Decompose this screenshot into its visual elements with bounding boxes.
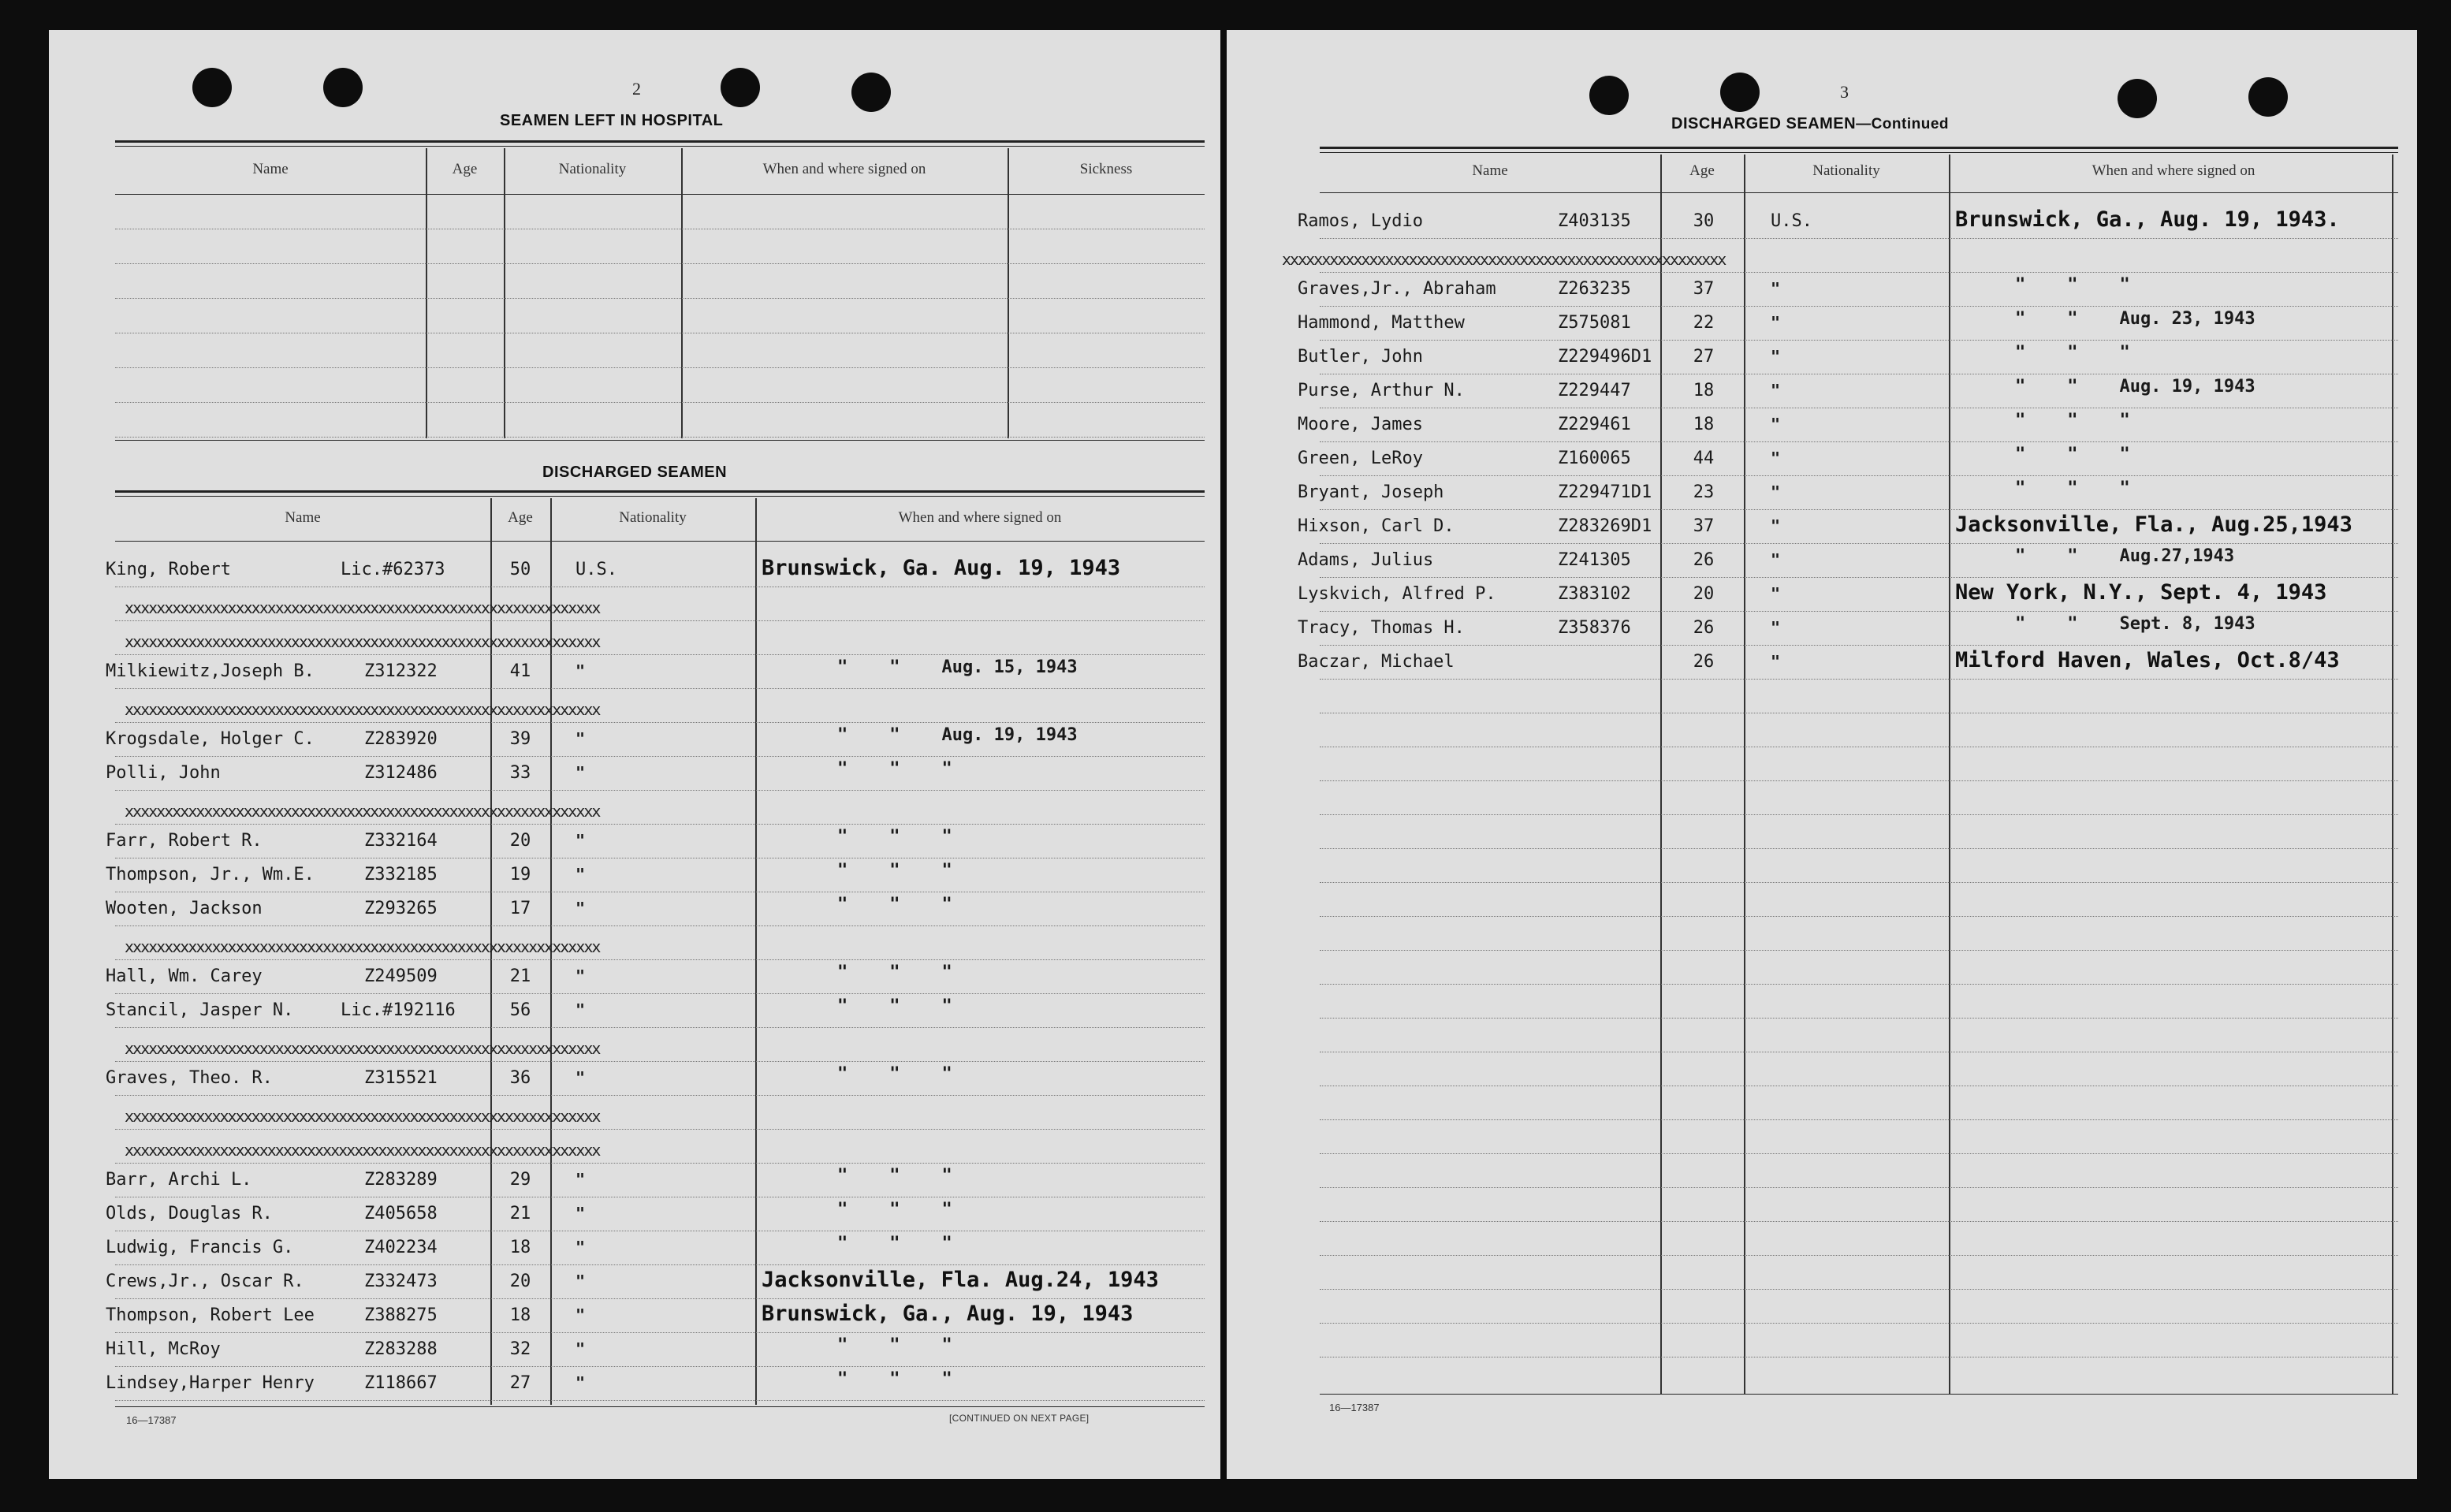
row-line xyxy=(115,1332,1205,1333)
struck-out-row: xxxxxxxxxxxxxxxxxxxxxxxxxxxxxxxxxxxxxxxxxxxxxxxxxxxxxxxxxxxx xyxy=(125,937,600,955)
age: 56 xyxy=(509,1000,531,1020)
age: 23 xyxy=(1693,482,1715,502)
column-header: Name xyxy=(285,509,321,526)
age: 30 xyxy=(1693,211,1715,231)
nationality: " xyxy=(1771,652,1781,671)
signed-on: New York, N.Y., Sept. 4, 1943 xyxy=(1955,580,2327,605)
age: 18 xyxy=(1693,381,1715,400)
signed-on: " " " xyxy=(837,963,952,982)
row-line xyxy=(1320,848,2398,849)
row-line xyxy=(1320,882,2398,883)
row-line xyxy=(115,756,1205,757)
row-line xyxy=(1320,1221,2398,1222)
seaman-name: Olds, Douglas R. xyxy=(106,1204,273,1223)
rule xyxy=(115,140,1205,143)
seaman-name: Hixson, Carl D. xyxy=(1298,516,1455,536)
row-line xyxy=(1320,543,2398,544)
seaman-name: Crews,Jr., Oscar R. xyxy=(106,1272,304,1291)
nationality: U.S. xyxy=(576,560,617,579)
age: 17 xyxy=(509,899,531,918)
nationality: " xyxy=(576,1238,586,1257)
age: 20 xyxy=(509,831,531,851)
rule xyxy=(115,541,1205,542)
row-line xyxy=(115,263,1205,264)
discharge-number: Z575081 xyxy=(1558,313,1631,333)
age: 26 xyxy=(1693,618,1715,638)
row-line xyxy=(1320,340,2398,341)
column-header: Name xyxy=(252,161,289,177)
column-header: Age xyxy=(452,161,478,177)
rule xyxy=(1320,147,2398,149)
row-line xyxy=(1320,577,2398,578)
row-line xyxy=(1320,238,2398,239)
rule xyxy=(1320,152,2398,153)
row-line xyxy=(1320,1187,2398,1188)
punch-hole xyxy=(1720,73,1760,112)
row-line xyxy=(115,925,1205,926)
discharge-number: Z332164 xyxy=(364,831,438,851)
row-line xyxy=(1320,306,2398,307)
row-line xyxy=(1320,984,2398,985)
discharge-number: Z241305 xyxy=(1558,550,1631,570)
signed-on: " " Aug. 15, 1943 xyxy=(837,657,1078,677)
rule xyxy=(115,440,1205,441)
row-line xyxy=(115,620,1205,621)
age: 26 xyxy=(1693,652,1715,672)
discharge-number: Z405658 xyxy=(364,1204,438,1223)
seaman-name: Lyskvich, Alfred P. xyxy=(1298,584,1496,604)
seaman-name: Butler, John xyxy=(1298,347,1423,367)
form-number: 16—17387 xyxy=(1329,1402,1380,1413)
discharge-number: Z403135 xyxy=(1558,211,1631,231)
seaman-name: Hill, McRoy xyxy=(106,1339,221,1359)
row-line xyxy=(1320,1255,2398,1256)
signed-on: " " " xyxy=(837,1335,952,1355)
signed-on: " " " xyxy=(837,895,952,914)
seaman-name: Farr, Robert R. xyxy=(106,831,263,851)
row-line xyxy=(1320,1289,2398,1290)
nationality: " xyxy=(576,1170,586,1189)
row-line xyxy=(1320,1018,2398,1019)
discharged-continued-title xyxy=(1671,115,1949,133)
discharged-title: DISCHARGED SEAMEN xyxy=(542,464,728,481)
discharge-number: Z383102 xyxy=(1558,584,1631,604)
nationality: " xyxy=(576,729,586,748)
column-divider xyxy=(1008,148,1009,438)
punch-hole xyxy=(2118,79,2157,118)
seaman-name: Polli, John xyxy=(106,763,221,783)
row-line xyxy=(115,993,1205,994)
discharge-number: Z229447 xyxy=(1558,381,1631,400)
age: 21 xyxy=(509,1204,531,1223)
struck-out-row: xxxxxxxxxxxxxxxxxxxxxxxxxxxxxxxxxxxxxxxxxxxxxxxxxxxxxxxxxxxx xyxy=(125,1039,600,1056)
seaman-name: Hall, Wm. Carey xyxy=(106,966,263,986)
nationality: " xyxy=(1771,482,1781,501)
seaman-name: Ramos, Lydio xyxy=(1298,211,1423,231)
signed-on: Brunswick, Ga., Aug. 19, 1943. xyxy=(1955,207,2340,232)
struck-out-row: xxxxxxxxxxxxxxxxxxxxxxxxxxxxxxxxxxxxxxxxxxxxxxxxxxxxxxxxxxxx xyxy=(125,802,600,819)
row-line xyxy=(115,654,1205,655)
struck-out-row: xxxxxxxxxxxxxxxxxxxxxxxxxxxxxxxxxxxxxxxxxxxxxxxxxxxxxxxxxxxx xyxy=(125,700,600,717)
discharge-number: Lic.#62373 xyxy=(341,560,445,579)
seaman-name: Ludwig, Francis G. xyxy=(106,1238,294,1257)
discharge-number: Z293265 xyxy=(364,899,438,918)
nationality: " xyxy=(1771,279,1781,298)
discharge-number: Z283920 xyxy=(364,729,438,749)
row-line xyxy=(115,1264,1205,1265)
rule xyxy=(115,1406,1205,1407)
column-header: Age xyxy=(508,509,533,526)
age: 39 xyxy=(509,729,531,749)
age: 18 xyxy=(509,1305,531,1325)
rule xyxy=(1320,192,2398,193)
punch-hole xyxy=(721,68,760,107)
page-number: 2 xyxy=(632,79,641,99)
row-line xyxy=(1320,475,2398,476)
age: 26 xyxy=(1693,550,1715,570)
age: 22 xyxy=(1693,313,1715,333)
column-header: Age xyxy=(1689,162,1715,179)
nationality: " xyxy=(576,763,586,782)
row-line xyxy=(1320,679,2398,680)
seaman-name: Graves,Jr., Abraham xyxy=(1298,279,1496,299)
age: 50 xyxy=(509,560,531,579)
punch-hole xyxy=(2248,77,2288,117)
row-line xyxy=(115,1400,1205,1401)
age: 20 xyxy=(1693,584,1715,604)
signed-on: Brunswick, Ga. Aug. 19, 1943 xyxy=(762,556,1121,580)
column-header: Nationality xyxy=(619,509,687,526)
nationality: " xyxy=(576,1000,586,1019)
signed-on: Jacksonville, Fla. Aug.24, 1943 xyxy=(762,1268,1159,1292)
nationality: " xyxy=(1771,550,1781,569)
seaman-name: Thompson, Robert Lee xyxy=(106,1305,315,1325)
punch-hole xyxy=(851,73,891,112)
row-line xyxy=(115,1095,1205,1096)
row-line xyxy=(115,688,1205,689)
signed-on: " " " xyxy=(837,827,952,847)
nationality: " xyxy=(1771,347,1781,366)
page-number: 3 xyxy=(1840,82,1849,102)
age: 27 xyxy=(509,1373,531,1393)
row-line xyxy=(1320,272,2398,273)
discharge-number: Z283269D1 xyxy=(1558,516,1652,536)
seaman-name: Wooten, Jackson xyxy=(106,899,263,918)
nationality: " xyxy=(1771,415,1781,434)
age: 32 xyxy=(509,1339,531,1359)
row-line xyxy=(115,959,1205,960)
discharge-number: Z229496D1 xyxy=(1558,347,1652,367)
age: 37 xyxy=(1693,516,1715,536)
discharge-number: Z229461 xyxy=(1558,415,1631,434)
signed-on: " " " xyxy=(837,1369,952,1389)
row-line xyxy=(1320,950,2398,951)
column-header: When and where signed on xyxy=(2092,162,2255,179)
row-line xyxy=(115,298,1205,299)
discharge-number: Z118667 xyxy=(364,1373,438,1393)
struck-out-row: xxxxxxxxxxxxxxxxxxxxxxxxxxxxxxxxxxxxxxxxxxxxxxxxxxxxxxxxxxxx xyxy=(125,1141,600,1158)
signed-on: " " " xyxy=(837,1064,952,1084)
signed-on: " " Sept. 8, 1943 xyxy=(2015,614,2255,634)
row-line xyxy=(115,1027,1205,1028)
seaman-name: Hammond, Matthew xyxy=(1298,313,1465,333)
signed-on: " " " xyxy=(837,996,952,1016)
signed-on: " " Aug.27,1943 xyxy=(2015,546,2235,566)
form-number: 16—17387 xyxy=(126,1414,177,1426)
column-divider xyxy=(681,148,683,438)
column-header: Name xyxy=(1472,162,1508,179)
rule xyxy=(115,194,1205,195)
nationality: " xyxy=(576,899,586,918)
struck-out-row: xxxxxxxxxxxxxxxxxxxxxxxxxxxxxxxxxxxxxxxxxxxxxxxxxxxxxxxx xyxy=(1282,250,1726,267)
nationality: " xyxy=(576,1272,586,1290)
seaman-name: Tracy, Thomas H. xyxy=(1298,618,1465,638)
column-header: Nationality xyxy=(558,161,627,177)
seaman-name: Krogsdale, Holger C. xyxy=(106,729,315,749)
discharge-number: Z402234 xyxy=(364,1238,438,1257)
struck-out-row: xxxxxxxxxxxxxxxxxxxxxxxxxxxxxxxxxxxxxxxxxxxxxxxxxxxxxxxxxxxx xyxy=(125,598,600,616)
row-line xyxy=(115,1163,1205,1164)
nationality: " xyxy=(576,1339,586,1358)
signed-on: Jacksonville, Fla., Aug.25,1943 xyxy=(1955,512,2352,537)
discharge-number: Z283288 xyxy=(364,1339,438,1359)
nationality: " xyxy=(576,966,586,985)
signed-on: Brunswick, Ga., Aug. 19, 1943 xyxy=(762,1302,1134,1326)
seaman-name: Adams, Julius xyxy=(1298,550,1434,570)
discharge-number: Z249509 xyxy=(364,966,438,986)
continued-note: [CONTINUED ON NEXT PAGE] xyxy=(949,1413,1090,1424)
signed-on: " " Aug. 23, 1943 xyxy=(2015,309,2255,329)
column-divider xyxy=(426,148,427,438)
age: 18 xyxy=(509,1238,531,1257)
age: 41 xyxy=(509,661,531,681)
column-header: Sickness xyxy=(1079,161,1133,177)
age: 44 xyxy=(1693,449,1715,468)
signed-on: " " " xyxy=(837,1166,952,1186)
row-line xyxy=(1320,916,2398,917)
row-line xyxy=(1320,780,2398,781)
signed-on: " " " xyxy=(2015,275,2130,295)
age: 20 xyxy=(509,1272,531,1291)
nationality: " xyxy=(576,661,586,680)
hospital-title: SEAMEN LEFT IN HOSPITAL xyxy=(500,112,724,129)
column-header: Nationality xyxy=(1812,162,1880,179)
row-line xyxy=(1320,1119,2398,1120)
nationality: " xyxy=(576,1373,586,1392)
row-line xyxy=(115,1298,1205,1299)
rule xyxy=(115,490,1205,493)
seaman-name: Bryant, Joseph xyxy=(1298,482,1444,502)
age: 36 xyxy=(509,1068,531,1088)
nationality: " xyxy=(1771,313,1781,332)
row-line xyxy=(115,437,1205,438)
row-line xyxy=(115,790,1205,791)
right-page xyxy=(1227,30,2417,1479)
seaman-name: Graves, Theo. R. xyxy=(106,1068,273,1088)
seaman-name: Thompson, Jr., Wm.E. xyxy=(106,865,315,884)
age: 27 xyxy=(1693,347,1715,367)
discharge-number: Lic.#192116 xyxy=(341,1000,456,1020)
nationality: " xyxy=(576,1204,586,1223)
signed-on: " " " xyxy=(837,759,952,779)
title-text: DISCHARGED SEAMEN xyxy=(1671,115,1857,132)
discharge-number: Z332185 xyxy=(364,865,438,884)
row-line xyxy=(115,1129,1205,1130)
nationality: " xyxy=(1771,618,1781,637)
discharge-number: Z229471D1 xyxy=(1558,482,1652,502)
seaman-name: Green, LeRoy xyxy=(1298,449,1423,468)
nationality: " xyxy=(576,1305,586,1324)
left-page xyxy=(49,30,1220,1479)
signed-on: Milford Haven, Wales, Oct.8/43 xyxy=(1955,648,2340,672)
signed-on: " " " xyxy=(837,1234,952,1253)
seaman-name: King, Robert xyxy=(106,560,231,579)
discharge-number: Z263235 xyxy=(1558,279,1631,299)
punch-hole xyxy=(192,68,232,107)
seaman-name: Stancil, Jasper N. xyxy=(106,1000,294,1020)
seaman-name: Purse, Arthur N. xyxy=(1298,381,1465,400)
rule xyxy=(115,496,1205,497)
nationality: " xyxy=(1771,516,1781,535)
row-line xyxy=(115,367,1205,368)
row-line xyxy=(115,402,1205,403)
column-header: When and where signed on xyxy=(898,509,1062,526)
signed-on: " " " xyxy=(837,1200,952,1220)
age: 37 xyxy=(1693,279,1715,299)
seaman-name: Lindsey,Harper Henry xyxy=(106,1373,315,1393)
discharge-number: Z283289 xyxy=(364,1170,438,1190)
row-line xyxy=(1320,1153,2398,1154)
signed-on: " " " xyxy=(2015,343,2130,363)
discharge-number: Z312322 xyxy=(364,661,438,681)
signed-on: " " Aug. 19, 1943 xyxy=(2015,377,2255,397)
nationality: " xyxy=(576,865,586,884)
age: 29 xyxy=(509,1170,531,1190)
row-line xyxy=(1320,611,2398,612)
seaman-name: Milkiewitz,Joseph B. xyxy=(106,661,315,681)
discharge-number: Z358376 xyxy=(1558,618,1631,638)
signed-on: " " " xyxy=(2015,445,2130,464)
discharge-number: Z388275 xyxy=(364,1305,438,1325)
discharge-number: Z160065 xyxy=(1558,449,1631,468)
row-line xyxy=(1320,814,2398,815)
seaman-name: Barr, Archi L. xyxy=(106,1170,252,1190)
row-line xyxy=(1320,645,2398,646)
discharge-number: Z332473 xyxy=(364,1272,438,1291)
discharge-number: Z312486 xyxy=(364,763,438,783)
struck-out-row: xxxxxxxxxxxxxxxxxxxxxxxxxxxxxxxxxxxxxxxxxxxxxxxxxxxxxxxxxxxx xyxy=(125,632,600,650)
column-divider xyxy=(755,498,757,1405)
row-line xyxy=(1320,509,2398,510)
rule xyxy=(1320,1394,2398,1395)
rule xyxy=(115,146,1205,147)
row-line xyxy=(115,1061,1205,1062)
nationality: " xyxy=(576,1068,586,1087)
row-line xyxy=(1320,1323,2398,1324)
signed-on: " " " xyxy=(2015,411,2130,430)
struck-out-row: xxxxxxxxxxxxxxxxxxxxxxxxxxxxxxxxxxxxxxxxxxxxxxxxxxxxxxxxxxxx xyxy=(125,1107,600,1124)
age: 33 xyxy=(509,763,531,783)
seaman-name: Baczar, Michael xyxy=(1298,652,1455,672)
row-line xyxy=(115,722,1205,723)
nationality: " xyxy=(1771,584,1781,603)
age: 19 xyxy=(509,865,531,884)
signed-on: " " " xyxy=(837,861,952,881)
punch-hole xyxy=(1589,76,1629,115)
row-line xyxy=(1320,441,2398,442)
nationality: U.S. xyxy=(1771,211,1812,231)
punch-hole xyxy=(323,68,363,107)
age: 21 xyxy=(509,966,531,986)
nationality: " xyxy=(576,831,586,850)
discharge-number: Z315521 xyxy=(364,1068,438,1088)
signed-on: " " Aug. 19, 1943 xyxy=(837,725,1078,745)
age: 18 xyxy=(1693,415,1715,434)
column-divider xyxy=(504,148,505,438)
signed-on: " " " xyxy=(2015,479,2130,498)
column-header: When and where signed on xyxy=(762,161,926,177)
title-suffix: —Continued xyxy=(1856,116,1950,132)
row-line xyxy=(115,824,1205,825)
row-line xyxy=(115,1366,1205,1367)
seaman-name: Moore, James xyxy=(1298,415,1423,434)
nationality: " xyxy=(1771,381,1781,400)
nationality: " xyxy=(1771,449,1781,467)
